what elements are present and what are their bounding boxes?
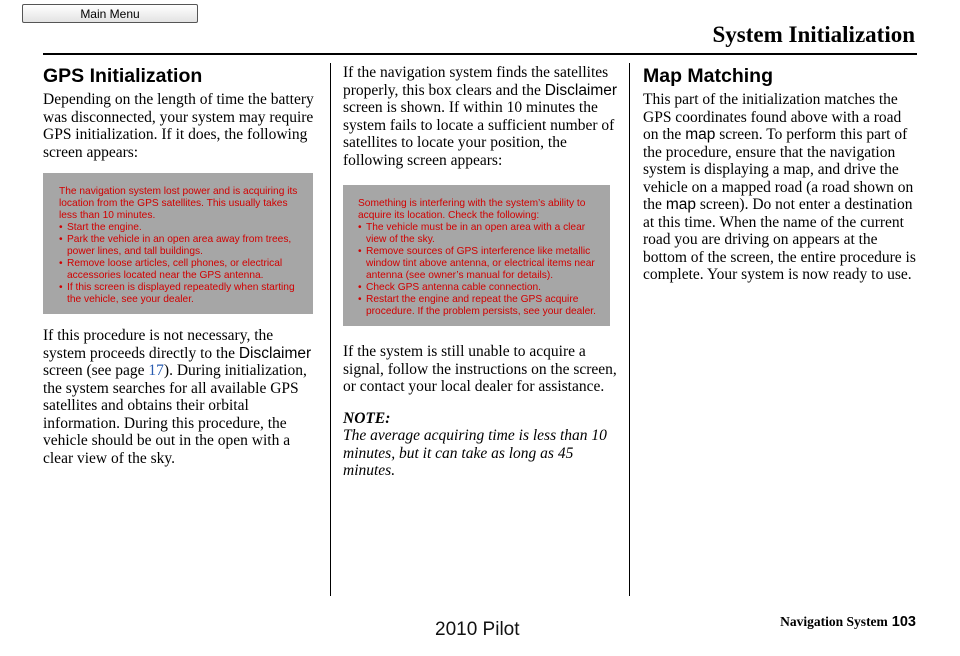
list-item: • Start the engine. — [59, 222, 305, 234]
page-17-link[interactable]: 17 — [148, 362, 164, 379]
section-heading-gps-initialization: GPS Initialization — [43, 65, 203, 87]
header-divider — [43, 53, 917, 55]
screen-message: The navigation system lost power and is acquiring its location from the GPS satellites. This usually takes less than 10 minutes. — [59, 186, 298, 221]
procedure-paragraph — [43, 327, 315, 467]
model-watermark: 2010 Pilot — [435, 619, 520, 640]
note-text: The average acquiring time is less than 10 minutes, but it can take as long as 45 minutes. — [343, 427, 607, 479]
list-item: • Remove loose articles, cell phones, or electrical accessories located near the GPS antenna. — [59, 258, 305, 282]
text-run: If the navigation system finds the satellites properly, this box clears and the — [343, 64, 609, 99]
list-item: • The vehicle must be in an open area with a clear view of the sky. — [358, 222, 602, 246]
disclaimer-term: Disclaimer — [238, 344, 312, 362]
screen-message: Something is interfering with the system’s ability to acquire its location. Check the following: — [358, 198, 586, 221]
map-term: map — [665, 196, 696, 213]
disclaimer-term: Disclaimer — [544, 81, 618, 99]
section-heading-map-matching: Map Matching — [643, 65, 773, 87]
page-title: System Initialization — [712, 22, 915, 47]
list-item: • Remove sources of GPS interference like metallic window tint above antenna, or electrical items near antenna (see owner’s manual for details). — [358, 246, 602, 282]
column-divider-2 — [629, 63, 630, 596]
gps-acquiring-screen — [43, 173, 313, 314]
screen-checklist — [59, 222, 305, 306]
main-menu-button[interactable]: Main Menu — [22, 4, 198, 23]
list-item: • Check GPS antenna cable connection. — [358, 282, 602, 294]
column-gps-initialization — [43, 64, 315, 467]
note-heading: NOTE: — [343, 409, 391, 427]
text-run: screen is shown. If within 10 minutes the system fails to locate a sufficient number of satellites to locate your position, the following screen appears: — [343, 99, 615, 169]
screen-checklist — [358, 222, 602, 318]
page-footer — [780, 614, 916, 630]
footer-section-label: Navigation System — [780, 614, 888, 629]
text-run: screen). Do not enter a destination at this time. When the name of the current road you are driving on appears at the bottom of the screen, the entire procedure is complete. Your system is now ready to use. — [643, 196, 916, 283]
map-matching-paragraph — [643, 91, 918, 284]
text-run: screen (see page — [43, 362, 149, 379]
gps-interference-screen — [343, 185, 610, 326]
text-run: ). During initialization, the system searches for all available GPS satellites and obtains their orbital information. During this procedure, the vehicle should be out in the open with a clear view of the sky. — [43, 362, 307, 467]
list-item: • Restart the engine and repeat the GPS acquire procedure. If the problem persists, see your dealer. — [358, 294, 602, 318]
intro-paragraph: Depending on the length of time the battery was disconnected, your system may require GPS initialization. If it does, the following screen appears: — [43, 91, 314, 161]
map-term: map — [685, 126, 716, 143]
page-number: 103 — [891, 614, 916, 630]
assistance-paragraph: If the system is still unable to acquire a signal, follow the instructions on the screen, or contact your local dealer for assistance. — [343, 343, 617, 395]
list-item: • If this screen is displayed repeatedly when starting the vehicle, see your dealer. — [59, 282, 305, 306]
list-item: • Park the vehicle in an open area away from trees, power lines, and tall buildings. — [59, 234, 305, 258]
column-satellite-search — [343, 64, 618, 480]
text-run: This part of the initialization matches the GPS coordinates found above with a road on the — [643, 91, 902, 143]
column-divider-1 — [330, 63, 331, 596]
satellite-paragraph — [343, 64, 618, 169]
text-run: If this procedure is not necessary, the system proceeds directly to the — [43, 327, 274, 362]
column-map-matching — [643, 64, 918, 284]
text-run: screen. To perform this part of the procedure, ensure that the navigation system is displaying a map, and drive the vehicle on a mapped road (a road shown on the — [643, 126, 914, 213]
